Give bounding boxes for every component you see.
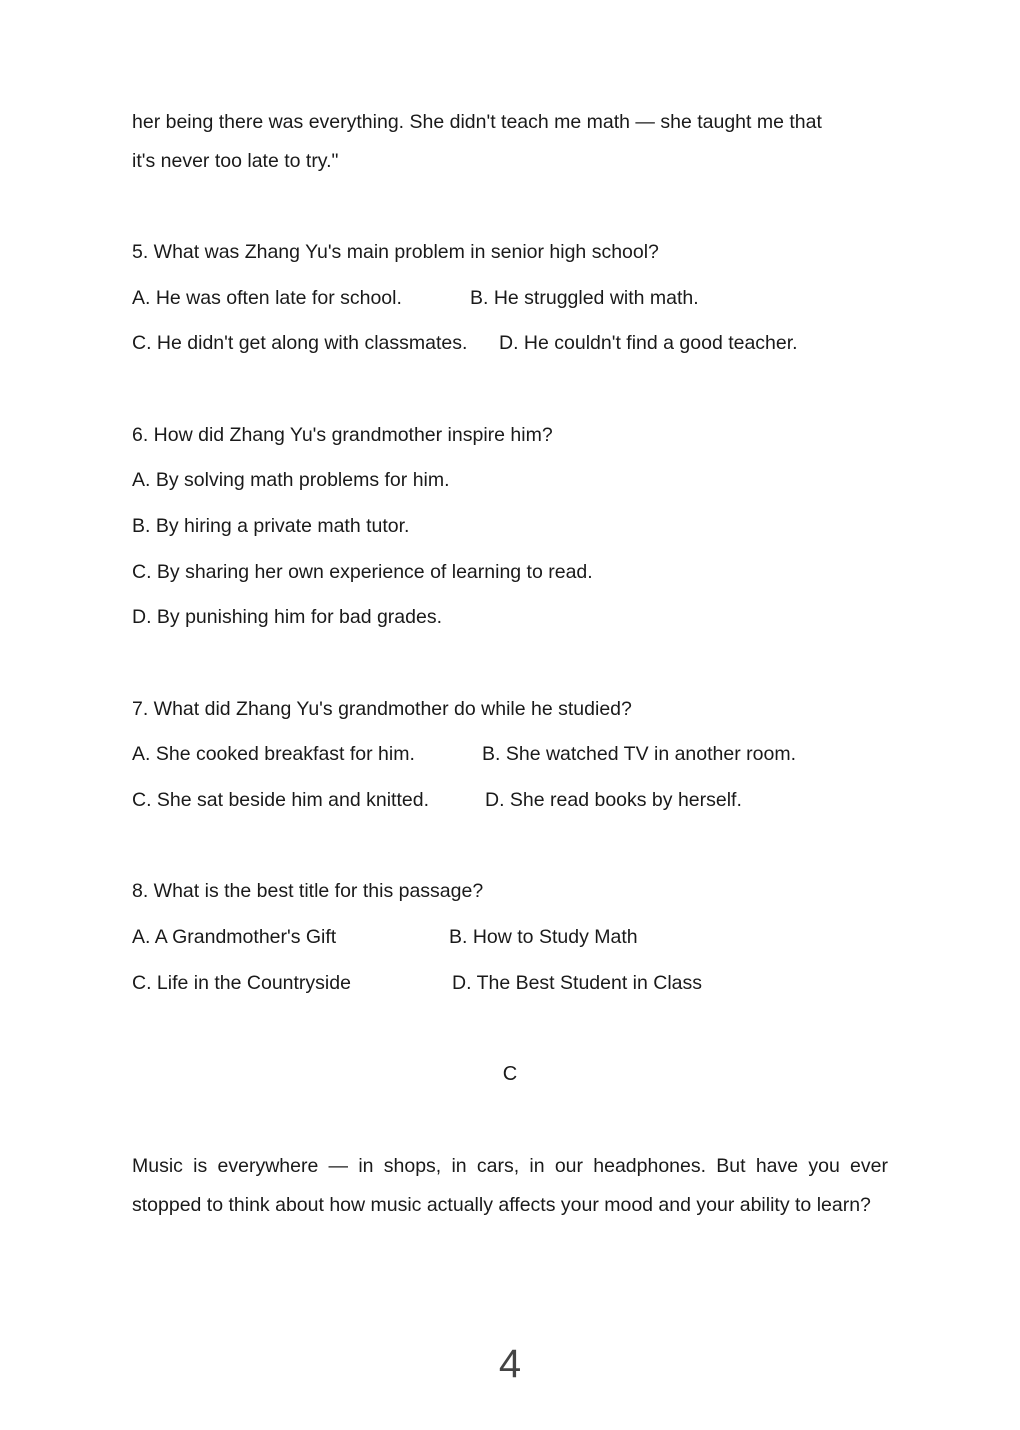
question-7-option-d: D. She read books by herself. (485, 789, 742, 811)
question-5-option-b: B. He struggled with math. (470, 287, 699, 309)
question-6-option-a: A. By solving math problems for him. (132, 469, 450, 491)
passage-line-1: her being there was everything. She didn't teach me math — she taught me that (132, 111, 822, 133)
question-7-option-b: B. She watched TV in another room. (482, 743, 796, 765)
section-paragraph: Music is everywhere — in shops, in cars, in our headphones. But have you ever stopped to think about how music actually affects your mood and your ability to learn? (132, 1155, 888, 1216)
passage-continuation (132, 103, 888, 181)
question-8-option-b: B. How to Study Math (449, 926, 638, 948)
question-5-option-c: C. He didn't get along with classmates. (132, 332, 468, 354)
question-5: 5. What was Zhang Yu's main problem in senior high school? (132, 241, 659, 263)
question-7: 7. What did Zhang Yu's grandmother do while he studied? (132, 698, 632, 720)
question-5-option-d: D. He couldn't find a good teacher. (499, 332, 798, 354)
question-7-option-a: A. She cooked breakfast for him. (132, 743, 415, 765)
question-7-option-c: C. She sat beside him and knitted. (132, 789, 430, 811)
question-6: 6. How did Zhang Yu's grandmother inspire him? (132, 424, 553, 446)
page-number: 4 (498, 1342, 522, 1386)
question-8-option-c: C. Life in the Countryside (132, 972, 351, 994)
question-6-option-d: D. By punishing him for bad grades. (132, 606, 443, 628)
question-8-option-d: D. The Best Student in Class (452, 972, 703, 994)
passage-line-2: it's never too late to try." (132, 150, 339, 172)
question-8: 8. What is the best title for this passage? (132, 880, 484, 902)
question-6-option-c: C. By sharing her own experience of learning to read. (132, 561, 593, 583)
section-heading: C (502, 1063, 518, 1085)
question-6-option-b: B. By hiring a private math tutor. (132, 515, 410, 537)
question-8-option-a: A. A Grandmother's Gift (132, 926, 337, 948)
question-5-option-a: A. He was often late for school. (132, 287, 402, 309)
